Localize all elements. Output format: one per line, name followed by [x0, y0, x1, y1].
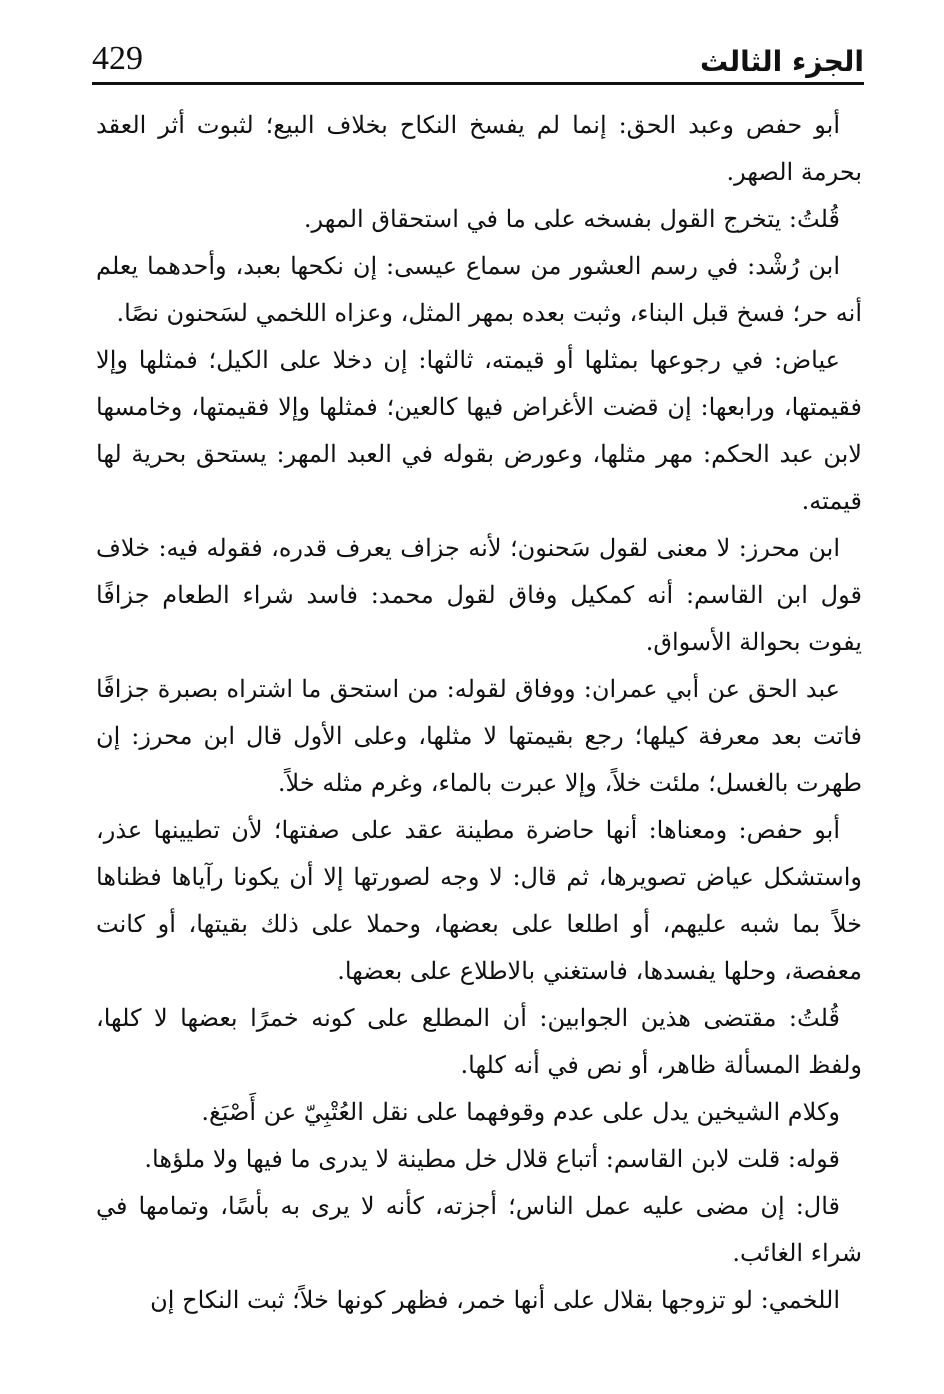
paragraph: قُلتُ: مقتضى هذين الجوابين: أن المطلع على كونه خمرًا بعضها لا كلها، ولفظ المسألة ظاهر، أو نص في أنه كلها. — [96, 1004, 862, 1079]
paragraph: ابن محرز: لا معنى لقول سَحنون؛ لأنه جزاف يعرف قدره، فقوله فيه: خلاف قول ابن القاسم: أنه كمكيل وفاق لقول محمد: فاسد شراء الطعام جزافًا يفوت بحوالة الأسواق. — [96, 534, 862, 656]
header-rule — [92, 82, 864, 85]
page-number: 429 — [92, 40, 143, 77]
paragraph: ابن رُشْد: في رسم العشور من سماع عيسى: إن نكحها بعبد، وأحدهما يعلم أنه حر؛ فسخ قبل البناء، وثبت بعده بمهر المثل، وعزاه اللخمي لسَحنون نصًا. — [96, 252, 862, 327]
paragraph: قال: إن مضى عليه عمل الناس؛ أجزته، كأنه لا يرى به بأسًا، وتمامها في شراء الغائب. — [96, 1192, 862, 1267]
paragraph: قوله: قلت لابن القاسم: أتباع قلال خل مطينة لا يدرى ما فيها ولا ملؤها. — [144, 1145, 840, 1173]
paragraph: عبد الحق عن أبي عمران: ووفاق لقوله: من استحق ما اشتراه بصبرة جزافًا فاتت بعد معرفة كيلها؛ رجع بقيمتها لا مثلها، وعلى الأول قال ابن محرز: إن طهرت بالغسل؛ ملئت خلاً، وإلا عبرت بالماء، وغرم مثله خلاً. — [96, 675, 862, 797]
paragraph: اللخمي: لو تزوجها بقلال على أنها خمر، فظهر كونها خلاً؛ ثبت النكاح إن — [150, 1286, 840, 1314]
page-header — [92, 28, 864, 80]
paragraph: عياض: في رجوعها بمثلها أو قيمته، ثالثها: إن دخلا على الكيل؛ فمثلها وإلا فقيمتها، ورابعها: إن قضت الأغراض فيها كالعين؛ فمثلها وإلا فقيمتها، وخامسها لابن عبد الحكم: مهر مثلها، وعورض بقوله في العبد المهر: يستحق بحرية لها قيمته. — [96, 346, 862, 515]
paragraph: قُلتُ: يتخرج القول بفسخه على ما في استحقاق المهر. — [303, 205, 840, 233]
paragraph: أبو حفص وعبد الحق: إنما لم يفسخ النكاح بخلاف البيع؛ لثبوت أثر العقد بحرمة الصهر. — [96, 111, 862, 186]
body-text — [96, 102, 862, 1382]
paragraph: وكلام الشيخين يدل على عدم وقوفهما على نقل العُتْبِيّ عن أَصْبَغ. — [201, 1098, 840, 1126]
paragraph: أبو حفص: ومعناها: أنها حاضرة مطينة عقد على صفتها؛ لأن تطيينها عذر، واستشكل عياض تصويرها، ثم قال: لا وجه لصورتها إلا أن يكونا رآياها فظناها خلاً بما شبه عليهم، أو اطلعا على بعضها، وحملا على ذلك بقيتها، أو كانت معفصة، وحلها يفسدها، فاستغني بالاطلاع على بعضها. — [96, 816, 862, 985]
running-title: الجزء الثالث — [700, 45, 864, 78]
